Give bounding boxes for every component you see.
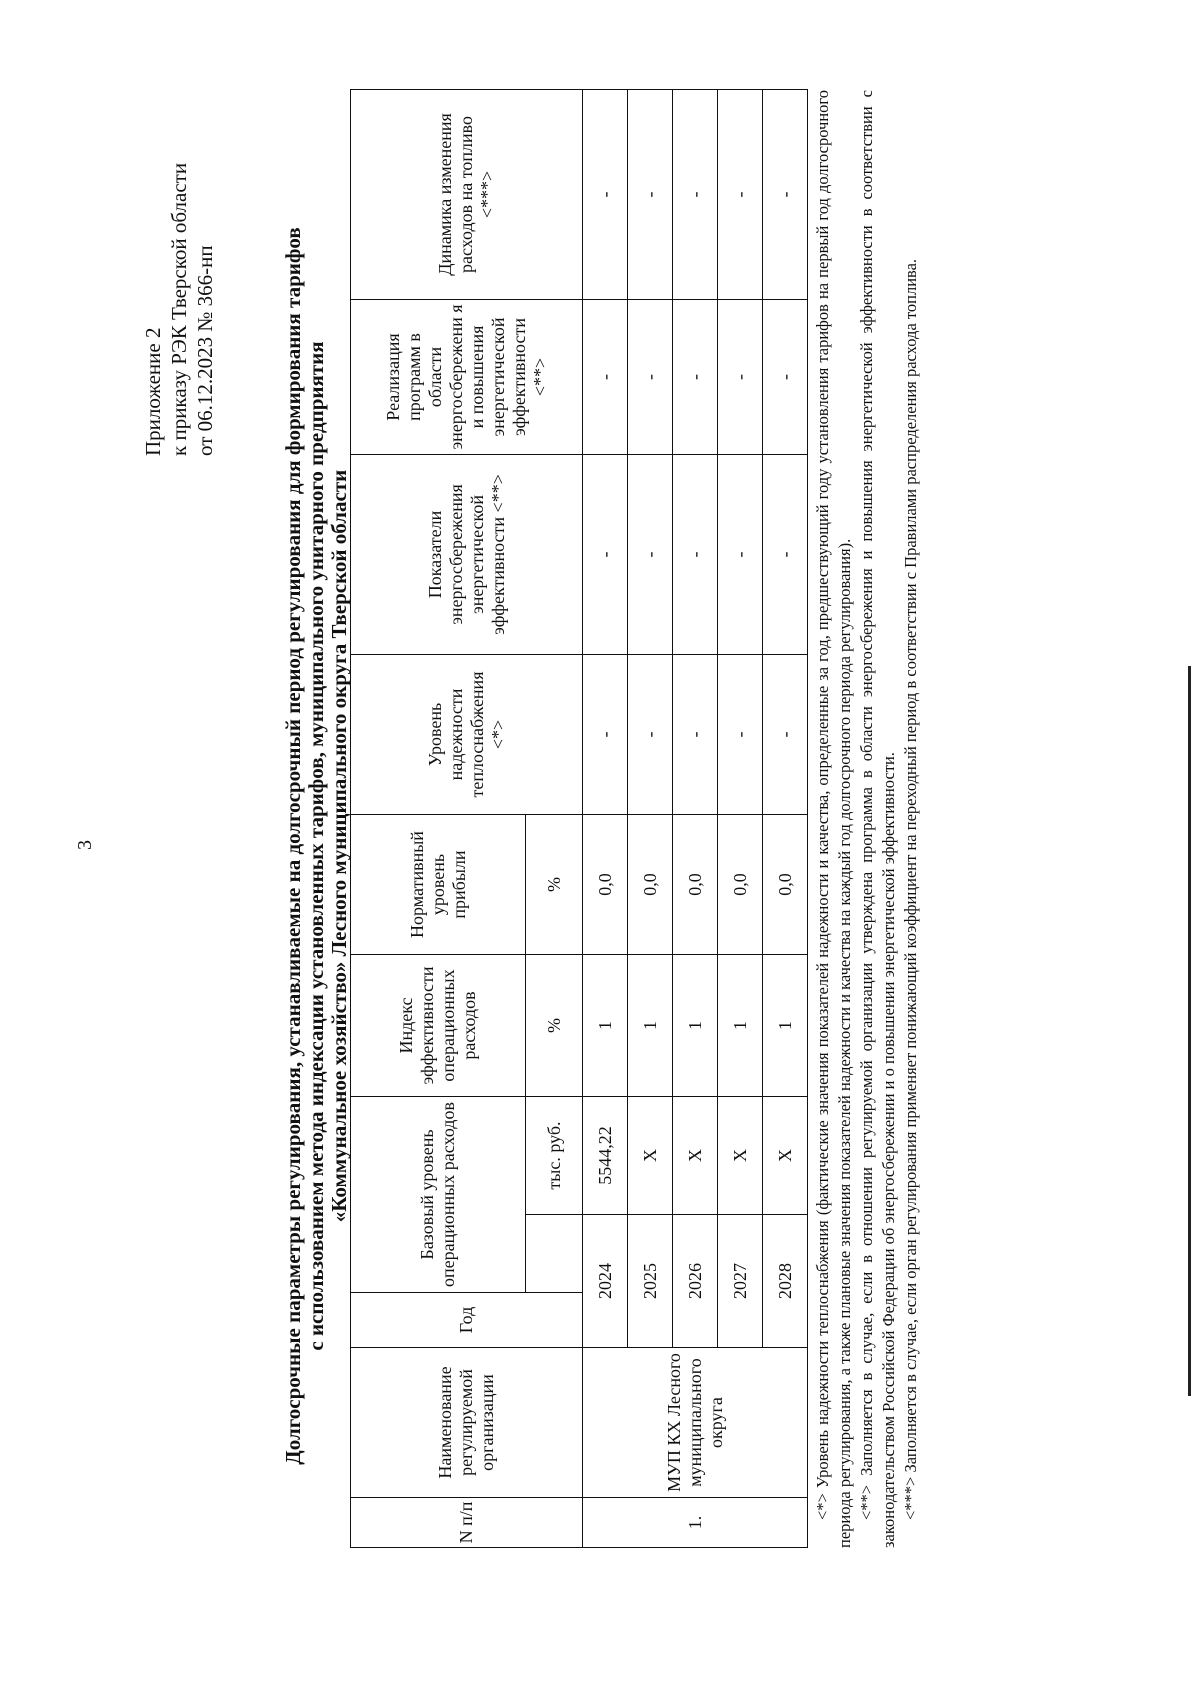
cell-base: Х xyxy=(763,1097,808,1215)
cell-index: 1 xyxy=(763,955,808,1097)
parameters-table xyxy=(350,89,808,1548)
scan-edge-line xyxy=(1188,666,1191,1396)
header-reliability: Уровень надежности теплоснабжения <*> xyxy=(351,655,583,815)
header-programs: Реализация программ в области энергосбережени я и повышения энергетической эффективности <**> xyxy=(351,300,583,455)
footnote-1: <*> Уровень надежности теплоснабжения (фактические значения показателей надежности и качества, определенные за год, предшествующий году установления тарифов на первый год долгосрочного периода регулирования, а также плановые значения показателей надежности и качества на каждый год долгосрочного периода регулирования). xyxy=(813,90,854,1548)
cell-index: 1 xyxy=(628,955,673,1097)
cell-year: 2026 xyxy=(673,1215,718,1348)
header-fuel: Динамика изменения расходов на топливо <***> xyxy=(351,90,583,300)
cell-index: 1 xyxy=(673,955,718,1097)
footnote-2: <**> Заполняется в случае, если в отношении регулируемой организации утверждена программа в области энергосбережения и повышения энергетической эффективности в соответствии с законодательством Российской Федерации об энергосбережении и о повышении энергетической эффективности. xyxy=(857,90,898,1548)
row-number: 1. xyxy=(583,1498,808,1548)
cell-programs: - xyxy=(583,300,628,455)
title-line-1: Долгосрочные параметры регулирования, устанавливаемые на долгосрочный период регулирования для формирования тарифов xyxy=(281,227,305,1465)
table-row xyxy=(718,90,763,1548)
cell-fuel: - xyxy=(628,90,673,300)
cell-energy: - xyxy=(673,455,718,655)
cell-base: 5544,22 xyxy=(583,1097,628,1215)
page-number: 3 xyxy=(74,840,96,850)
header-year: Год xyxy=(351,1293,583,1348)
cell-index: 1 xyxy=(718,955,763,1097)
header-index: Индекс эффективности операционных расходов xyxy=(351,955,526,1097)
header-org: Наименование регулируемой организации xyxy=(351,1348,583,1498)
table-row xyxy=(673,90,718,1548)
cell-index: 1 xyxy=(583,955,628,1097)
cell-year: 2025 xyxy=(628,1215,673,1348)
table-row xyxy=(628,90,673,1548)
appendix-line-3: от 06.12.2023 № 366-нп xyxy=(193,245,217,456)
cell-base: Х xyxy=(628,1097,673,1215)
footnote-3: <***> Заполняется в случае, если орган регулирования применяет понижающий коэффициент на переходный период в соответствии с Правилами распределения расхода топлива. xyxy=(901,258,920,1520)
cell-reliability: - xyxy=(628,655,673,815)
document-title xyxy=(282,196,351,1496)
cell-base: Х xyxy=(718,1097,763,1215)
cell-year: 2027 xyxy=(718,1215,763,1348)
cell-fuel: - xyxy=(718,90,763,300)
unit-empty xyxy=(526,1215,583,1293)
cell-programs: - xyxy=(763,300,808,455)
cell-programs: - xyxy=(628,300,673,455)
header-num: N п/п xyxy=(351,1498,583,1548)
cell-profit: 0,0 xyxy=(673,815,718,955)
title-line-2: с использованием метода индексации установленных тарифов, муниципального унитарного предприятия xyxy=(304,341,328,1351)
appendix-block xyxy=(140,163,218,456)
organization-name: МУП КХ Лесного муниципального округа xyxy=(583,1348,808,1498)
unit-base: тыс. руб. xyxy=(526,1097,583,1215)
cell-programs: - xyxy=(673,300,718,455)
cell-fuel: - xyxy=(673,90,718,300)
cell-profit: 0,0 xyxy=(583,815,628,955)
table-row xyxy=(583,90,628,1548)
appendix-line-2: к приказу РЭК Тверской области xyxy=(167,162,191,456)
footnotes xyxy=(812,90,922,1548)
unit-index: % xyxy=(526,955,583,1097)
cell-year: 2024 xyxy=(583,1215,628,1348)
header-energy-indicators: Показатели энергосбережения энергетической эффективности <**> xyxy=(351,455,583,655)
header-profit: Нормативный уровень прибыли xyxy=(351,815,526,955)
cell-profit: 0,0 xyxy=(628,815,673,955)
cell-reliability: - xyxy=(763,655,808,815)
appendix-line-1: Приложение 2 xyxy=(141,327,165,456)
title-line-3: «Коммунальное хозяйство» Лесного муниципального округа Тверской области xyxy=(327,469,351,1223)
cell-profit: 0,0 xyxy=(718,815,763,955)
cell-energy: - xyxy=(583,455,628,655)
table-row xyxy=(763,90,808,1548)
cell-profit: 0,0 xyxy=(763,815,808,955)
cell-reliability: - xyxy=(718,655,763,815)
cell-fuel: - xyxy=(583,90,628,300)
cell-energy: - xyxy=(718,455,763,655)
unit-profit: % xyxy=(526,815,583,955)
cell-base: Х xyxy=(673,1097,718,1215)
cell-energy: - xyxy=(628,455,673,655)
cell-programs: - xyxy=(718,300,763,455)
cell-energy: - xyxy=(763,455,808,655)
header-base: Базовый уровень операционных расходов xyxy=(351,1097,526,1293)
cell-reliability: - xyxy=(673,655,718,815)
cell-year: 2028 xyxy=(763,1215,808,1348)
cell-fuel: - xyxy=(763,90,808,300)
cell-reliability: - xyxy=(583,655,628,815)
